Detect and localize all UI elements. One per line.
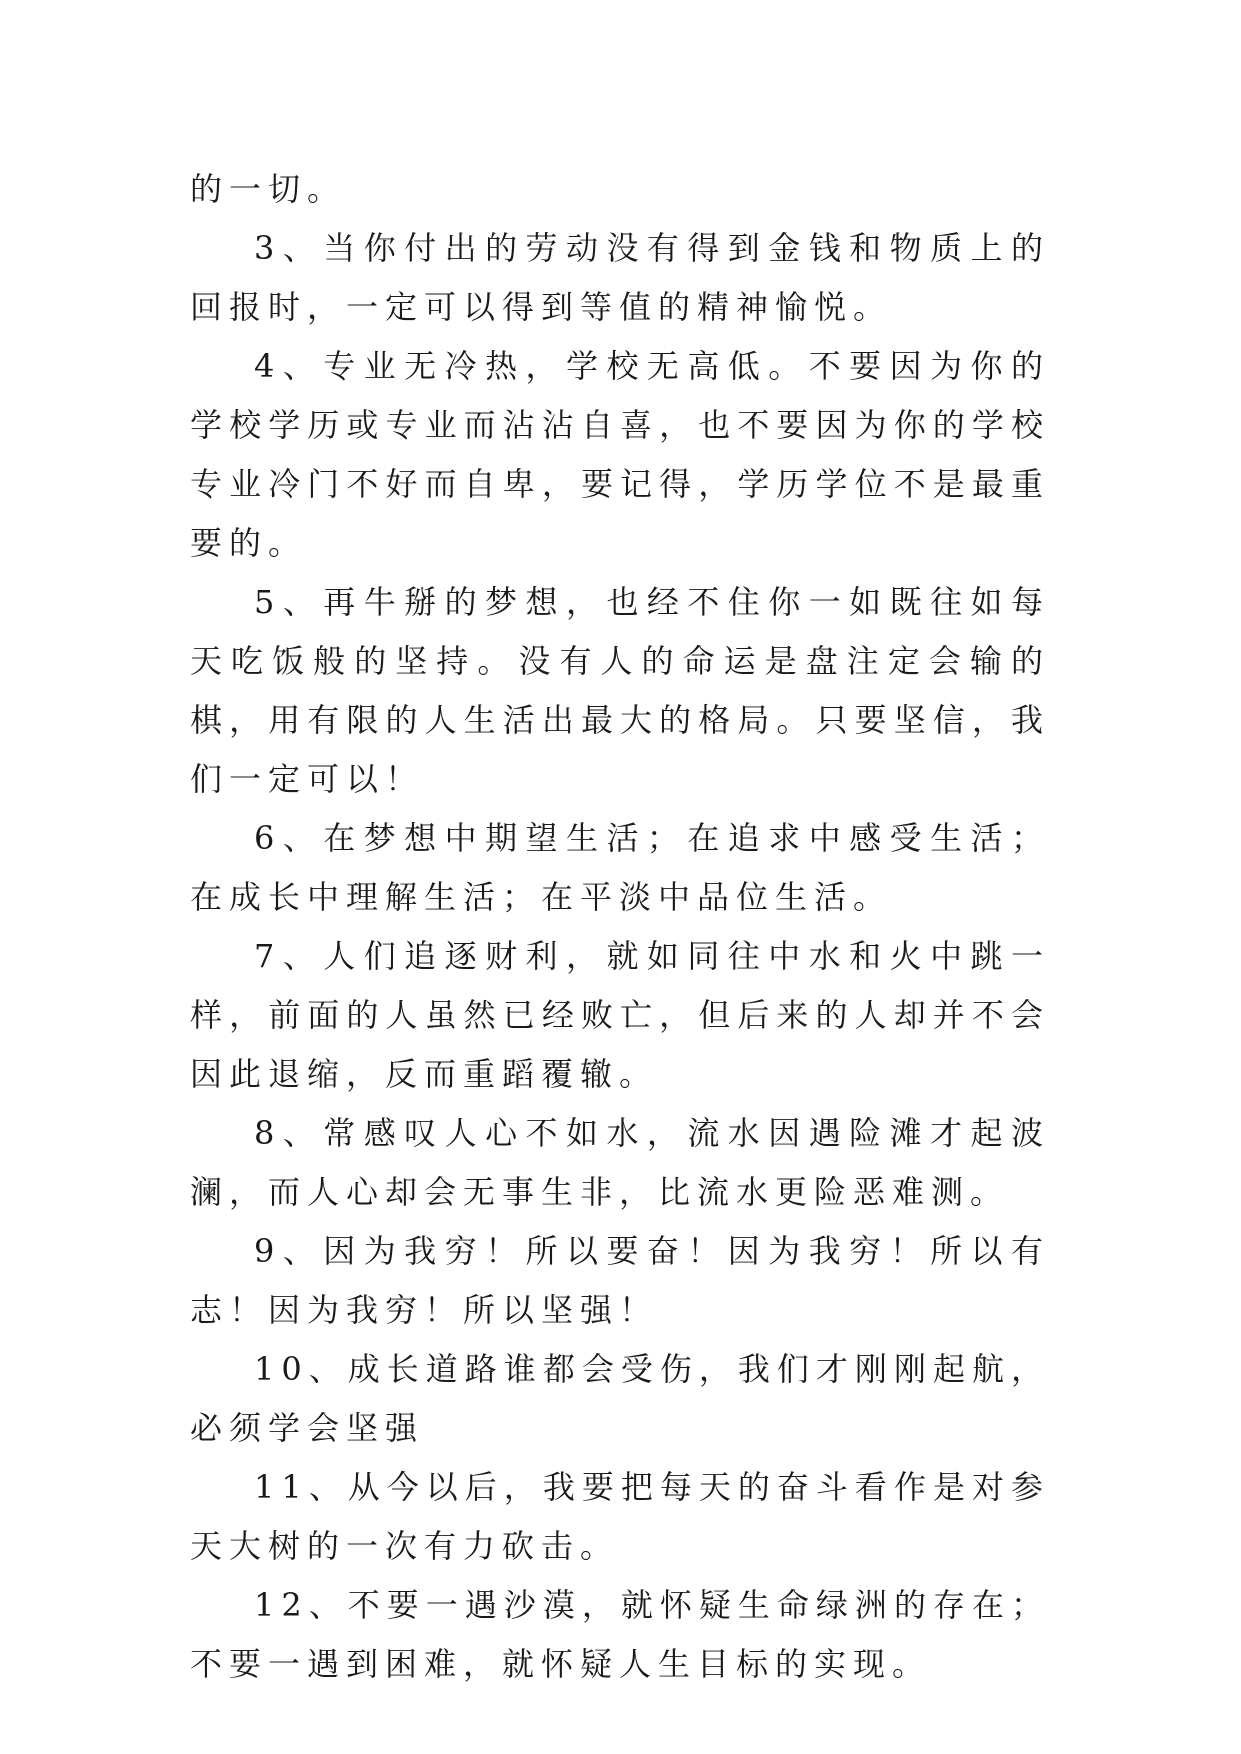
paragraph-item-8: 8、常感叹人心不如水，流水因遇险滩才起波澜，而人心却会无事生非，比流水更险恶难测。 [190, 1114, 1050, 1211]
paragraph-item-11: 11、从今以后，我要把每天的奋斗看作是对参天大树的一次有力砍击。 [190, 1468, 1050, 1565]
paragraph-item-3: 3、当你付出的劳动没有得到金钱和物质上的回报时，一定可以得到等值的精神愉悦。 [190, 229, 1050, 326]
paragraph-continuation: 的一切。 [190, 170, 347, 208]
paragraph-item-10: 10、成长道路谁都会受伤，我们才刚刚起航，必须学会坚强 [190, 1350, 1050, 1447]
paragraph-item-7: 7、人们追逐财利，就如同往中水和火中跳一样，前面的人虽然已经败亡，但后来的人却并不会因此退缩，反而重蹈覆辙。 [190, 937, 1050, 1093]
paragraph-item-4: 4、专业无冷热，学校无高低。不要因为你的学校学历或专业而沾沾自喜，也不要因为你的学校专业冷门不好而自卑，要记得，学历学位不是最重要的。 [190, 347, 1050, 562]
paragraph-item-5: 5、再牛掰的梦想，也经不住你一如既往如每天吃饭般的坚持。没有人的命运是盘注定会输的棋，用有限的人生活出最大的格局。只要坚信，我们一定可以！ [190, 583, 1050, 798]
paragraph-item-9: 9、因为我穷！所以要奋！因为我穷！所以有志！因为我穷！所以坚强！ [190, 1232, 1050, 1329]
paragraph-item-12: 12、不要一遇沙漠，就怀疑生命绿洲的存在；不要一遇到困难，就怀疑人生目标的实现。 [190, 1586, 1050, 1683]
paragraph-item-6: 6、在梦想中期望生活；在追求中感受生活；在成长中理解生活；在平淡中品位生活。 [190, 819, 1050, 916]
document-body [190, 160, 1050, 1694]
